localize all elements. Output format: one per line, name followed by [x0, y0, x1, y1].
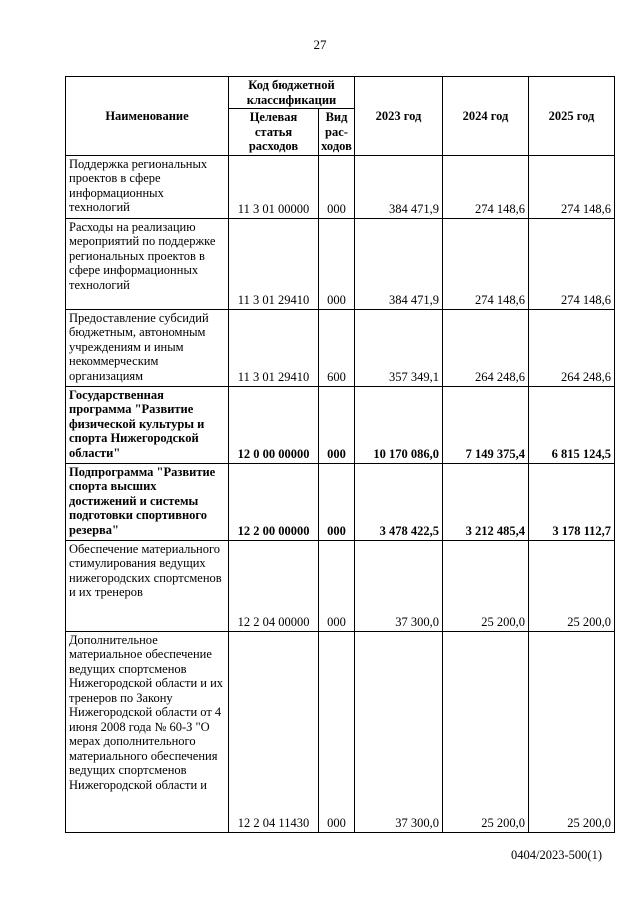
- row-expense-type: 000: [319, 463, 355, 540]
- row-value-2023: 37 300,0: [355, 631, 443, 832]
- header-year-2025: 2025 год: [529, 77, 615, 156]
- header-name: Наименование: [66, 77, 229, 156]
- row-name: Расходы на реализацию мероприятий по поддержке региональных проектов в сфере информационных технологий: [66, 218, 229, 309]
- row-value-2025: 274 148,6: [529, 218, 615, 309]
- table-row: [66, 463, 615, 540]
- table-row: [66, 218, 615, 309]
- row-value-2023: 384 471,9: [355, 155, 443, 218]
- row-expense-type: 000: [319, 218, 355, 309]
- page-number: 27: [313, 37, 327, 52]
- header-year-2024: 2024 год: [443, 77, 529, 156]
- row-code: 11 3 01 00000: [229, 155, 319, 218]
- header-year-2023: 2023 год: [355, 77, 443, 156]
- row-value-2023: 357 349,1: [355, 309, 443, 386]
- row-code: 11 3 01 29410: [229, 218, 319, 309]
- row-value-2024: 264 248,6: [443, 309, 529, 386]
- row-code: 11 3 01 29410: [229, 309, 319, 386]
- table-row: [66, 386, 615, 463]
- header-target-article: Целевая статья расходов: [229, 109, 319, 156]
- header-expense-type: Вид рас-ходов: [319, 109, 355, 156]
- row-name: Предоставление субсидий бюджетным, автономным учреждениям и иным некоммерческим организациям: [66, 309, 229, 386]
- row-expense-type: 000: [319, 631, 355, 832]
- row-name: Поддержка региональных проектов в сфере информационных технологий: [66, 155, 229, 218]
- row-expense-type: 000: [319, 540, 355, 631]
- row-value-2025: 25 200,0: [529, 540, 615, 631]
- row-name: Дополнительное материальное обеспечение ведущих спортсменов Нижегородской области и их тренеров по Закону Нижегородской области от 4 июня 2008 года № 60-З "О мерах дополнительного материального обеспечения ведущих спортсменов Нижегородской области и: [66, 631, 229, 832]
- row-expense-type: 000: [319, 155, 355, 218]
- table-row: [66, 631, 615, 832]
- row-name: Государственная программа "Развитие физической культуры и спорта Нижегородской области": [66, 386, 229, 463]
- row-value-2024: 3 212 485,4: [443, 463, 529, 540]
- row-code: 12 2 04 00000: [229, 540, 319, 631]
- row-value-2025: 6 815 124,5: [529, 386, 615, 463]
- row-code: 12 2 04 11430: [229, 631, 319, 832]
- row-value-2025: 264 248,6: [529, 309, 615, 386]
- document-code: 0404/2023-500(1): [511, 848, 602, 862]
- row-value-2025: 25 200,0: [529, 631, 615, 832]
- row-value-2023: 37 300,0: [355, 540, 443, 631]
- row-value-2023: 3 478 422,5: [355, 463, 443, 540]
- row-name: Обеспечение материального стимулирования ведущих нижегородских спортсменов и их тренеров: [66, 540, 229, 631]
- budget-table: [65, 76, 615, 833]
- row-value-2024: 274 148,6: [443, 155, 529, 218]
- table-row: [66, 540, 615, 631]
- row-value-2024: 7 149 375,4: [443, 386, 529, 463]
- row-value-2023: 384 471,9: [355, 218, 443, 309]
- row-expense-type: 000: [319, 386, 355, 463]
- row-code: 12 2 00 00000: [229, 463, 319, 540]
- row-value-2024: 274 148,6: [443, 218, 529, 309]
- row-value-2023: 10 170 086,0: [355, 386, 443, 463]
- table-row: [66, 309, 615, 386]
- row-value-2025: 3 178 112,7: [529, 463, 615, 540]
- row-value-2024: 25 200,0: [443, 540, 529, 631]
- row-code: 12 0 00 00000: [229, 386, 319, 463]
- row-value-2024: 25 200,0: [443, 631, 529, 832]
- row-expense-type: 600: [319, 309, 355, 386]
- row-value-2025: 274 148,6: [529, 155, 615, 218]
- row-name: Подпрограмма "Развитие спорта высших достижений и системы подготовки спортивного резерва": [66, 463, 229, 540]
- header-code-group: Код бюджетной классификации: [229, 77, 355, 109]
- table-row: [66, 155, 615, 218]
